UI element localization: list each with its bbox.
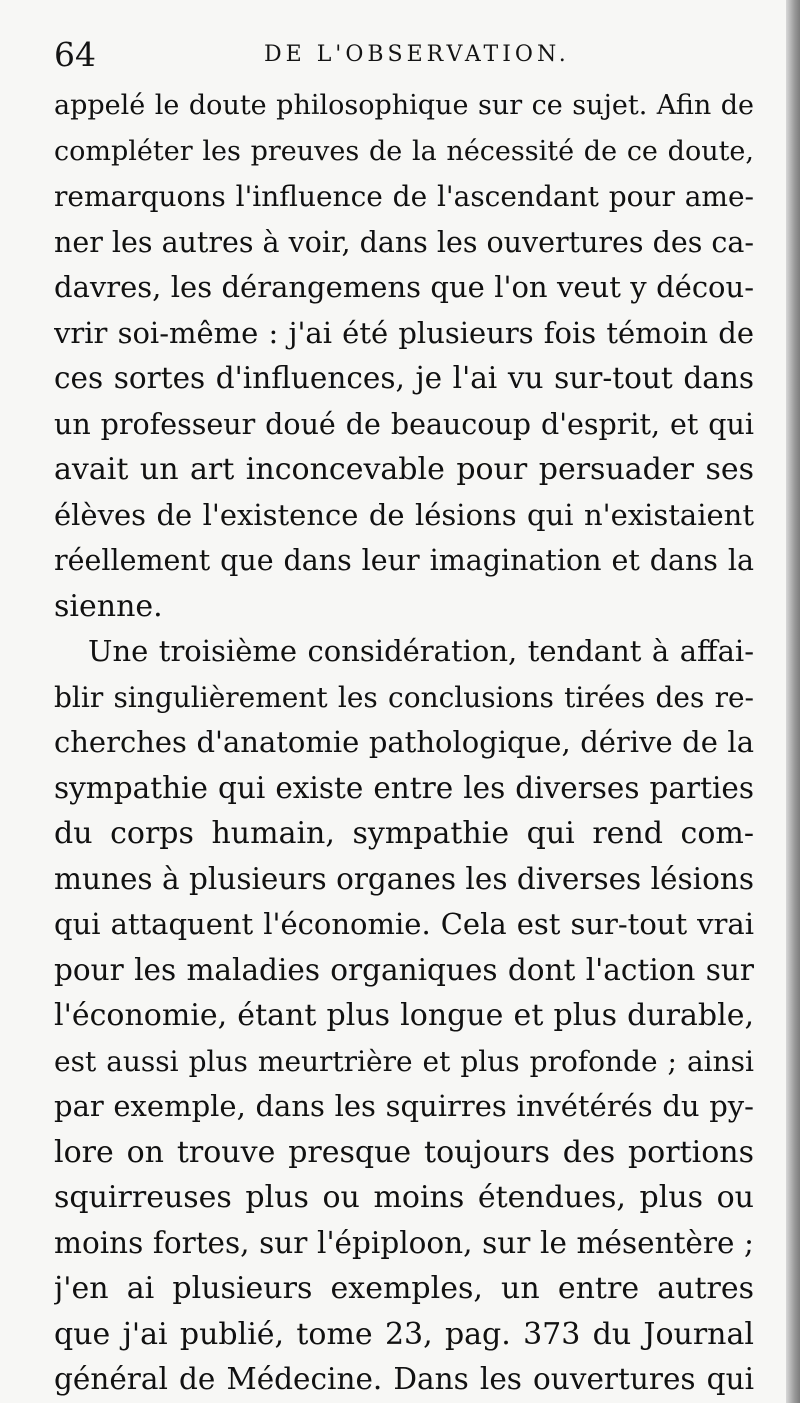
- text-line: ner les autres à voir, dans les ouvertures des ca-: [54, 225, 754, 259]
- text-line: sympathie qui existe entre les diverses parties: [54, 770, 754, 805]
- page-gutter-shadow: [786, 0, 800, 1403]
- text-line: appelé le doute philosophique sur ce sujet. Afin de: [54, 90, 754, 121]
- page-body-text: [54, 83, 754, 1403]
- text-line: général de Médecine. Dans les ouvertures qui: [54, 1362, 754, 1396]
- text-line: compléter les preuves de la nécessité de ce doute,: [54, 135, 754, 167]
- text-line: blir singulièrement les conclusions tirées des re-: [54, 680, 754, 714]
- text-line: élèves de l'existence de lésions qui n'existaient: [54, 497, 754, 532]
- text-line: munes à plusieurs organes les diverses lésions: [54, 861, 754, 896]
- text-line: par exemple, dans les squirres invétérés du py-: [54, 1089, 754, 1123]
- page-number: 64: [54, 35, 96, 74]
- running-title: DE L'OBSERVATION.: [264, 42, 570, 67]
- running-header: [54, 30, 754, 80]
- text-line: remarquons l'influence de l'ascendant pour ame-: [54, 180, 754, 213]
- text-line: cherches d'anatomie pathologique, dérive de la: [54, 725, 754, 759]
- text-line: moins fortes, sur l'épiploon, sur le mésentère ;: [54, 1225, 754, 1260]
- text-line: l'économie, étant plus longue et plus durable,: [54, 998, 754, 1033]
- text-line: avait un art inconcevable pour persuader ses: [54, 452, 754, 487]
- text-line: vrir soi-même : j'ai été plusieurs fois témoin de: [54, 315, 754, 350]
- text-line: squirreuses plus ou moins étendues, plus ou: [54, 1180, 754, 1215]
- text-line: davres, les dérangemens que l'on veut y décou-: [54, 270, 754, 304]
- paragraph-last-line: sienne.: [54, 588, 163, 624]
- text-line: du corps humain, sympathie qui rend com-: [54, 816, 754, 851]
- text-line: un professeur doué de beaucoup d'esprit, et qui: [54, 407, 754, 441]
- text-line: ces sortes d'influences, je l'ai vu sur-tout dans: [54, 361, 754, 395]
- paragraph-first-line: Une troisième considération, tendant à affai-: [88, 634, 754, 668]
- text-line: j'en ai plusieurs exemples, un entre autres: [54, 1271, 754, 1306]
- text-line: réellement que dans leur imagination et dans la: [54, 544, 754, 577]
- text-line: pour les maladies organiques dont l'action sur: [54, 952, 754, 987]
- text-line: est aussi plus meurtrière et plus profonde ; ainsi: [54, 1044, 754, 1078]
- text-line: lore on trouve presque toujours des portions: [54, 1134, 754, 1170]
- text-line: que j'ai publié, tome 23, pag. 373 du Journal: [54, 1316, 754, 1352]
- text-line: qui attaquent l'économie. Cela est sur-tout vrai: [54, 907, 754, 941]
